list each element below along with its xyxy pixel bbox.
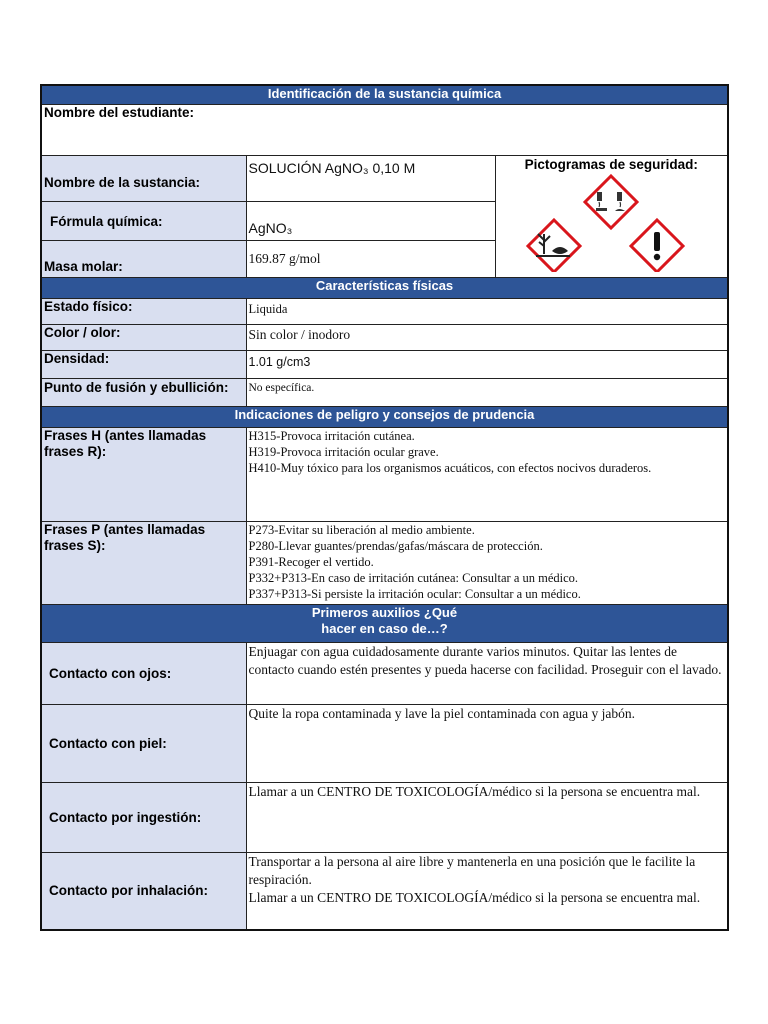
- physical-value: No específica.: [246, 378, 728, 406]
- physical-value: 1.01 g/cm3: [246, 350, 728, 378]
- first-aid-row: [41, 704, 728, 782]
- first-aid-row: [41, 642, 728, 704]
- physical-row: [41, 324, 728, 350]
- h-phrase: H319-Provoca irritación ocular grave.: [248, 444, 439, 459]
- first-aid-value: Enjuagar con agua cuidadosamente durante varios minutos. Quitar las lentes de contacto cuando estén presentes y pueda hacerse con facilidad. Proseguir con el lavado.: [246, 642, 728, 704]
- physical-row: [41, 298, 728, 324]
- p-phrase: P273-Evitar su liberación al medio ambiente.: [248, 522, 475, 537]
- corrosion-icon: [585, 176, 637, 228]
- substance-name-value: SOLUCIÓN AgNO₃ 0,10 M: [246, 155, 495, 202]
- first-aid-value: Quite la ropa contaminada y lave la piel contaminada con agua y jabón.: [246, 704, 728, 782]
- first-aid-value-line: Transportar a la persona al aire libre y mantenerla en una posición que le facilite la respiración.: [248, 853, 696, 887]
- physical-label: Punto de fusión y ebullición:: [41, 378, 246, 406]
- physical-row: [41, 378, 728, 406]
- section-title: Identificación de la sustancia química: [41, 85, 728, 104]
- section-hazards: [41, 406, 728, 427]
- physical-label: Densidad:: [41, 350, 246, 378]
- p-phrase: P337+P313-Si persiste la irritación ocular: Consultar a un médico.: [248, 586, 581, 601]
- environment-icon: [528, 220, 580, 272]
- pictograms-cell: [495, 155, 728, 277]
- first-aid-row: [41, 852, 728, 930]
- p-phrases-list: [246, 521, 728, 604]
- physical-label: Color / olor:: [41, 324, 246, 350]
- molar-mass-label: Masa molar:: [41, 240, 246, 277]
- first-aid-value: [246, 852, 728, 930]
- physical-row: [41, 350, 728, 378]
- first-aid-value-line: Llamar a un CENTRO DE TOXICOLOGÍA/médico si la persona se encuentra mal.: [248, 889, 701, 905]
- section-physical: [41, 277, 728, 298]
- p-phrases-row: [41, 521, 728, 604]
- student-name-label: Nombre del estudiante:: [41, 104, 728, 155]
- first-aid-label: Contacto por inhalación:: [41, 852, 246, 930]
- p-phrase: P332+P313-En caso de irritación cutánea: Consultar a un médico.: [248, 570, 579, 585]
- h-phrase: H315-Provoca irritación cutánea.: [248, 428, 415, 443]
- first-aid-label: Contacto con piel:: [41, 704, 246, 782]
- p-phrase: P391-Recoger el vertido.: [248, 554, 374, 569]
- h-phrases-list: [246, 427, 728, 521]
- section-identification: [41, 85, 728, 104]
- p-phrases-label: Frases P (antes llamadas frases S):: [41, 521, 246, 604]
- section-first-aid: [41, 604, 728, 642]
- h-phrases-label: Frases H (antes llamadas frases R):: [41, 427, 246, 521]
- h-phrase: H410-Muy tóxico para los organismos acuáticos, con efectos nocivos duraderos.: [248, 460, 652, 475]
- molar-mass-value: 169.87 g/mol: [246, 240, 495, 277]
- section-title: Características físicas: [41, 277, 728, 298]
- student-row: [41, 104, 728, 155]
- first-aid-row: [41, 782, 728, 852]
- substance-name-label: Nombre de la sustancia:: [41, 155, 246, 202]
- formula-label: Fórmula química:: [41, 202, 246, 241]
- first-aid-value: Llamar a un CENTRO DE TOXICOLOGÍA/médico si la persona se encuentra mal.: [246, 782, 728, 852]
- section-title: [41, 604, 728, 642]
- first-aid-label: Contacto por ingestión:: [41, 782, 246, 852]
- p-phrase: P280-Llevar guantes/prendas/gafas/máscara de protección.: [248, 538, 543, 553]
- first-aid-label: Contacto con ojos:: [41, 642, 246, 704]
- first-aid-title-line: Primeros auxilios ¿Qué: [311, 604, 458, 620]
- physical-label: Estado físico:: [41, 298, 246, 324]
- first-aid-title-line: hacer en caso de…?: [321, 620, 448, 636]
- pictograms: [498, 172, 727, 272]
- section-title: Indicaciones de peligro y consejos de prudencia: [41, 406, 728, 427]
- formula-value: AgNO₃: [246, 202, 495, 241]
- substance-name-row: [41, 155, 728, 202]
- physical-value: Liquida: [246, 298, 728, 324]
- pictograms-title: Pictogramas de seguridad:: [524, 156, 698, 172]
- physical-value: Sin color / inodoro: [246, 324, 728, 350]
- h-phrases-row: [41, 427, 728, 521]
- exclamation-icon: [631, 220, 683, 272]
- safety-data-sheet: [40, 84, 729, 931]
